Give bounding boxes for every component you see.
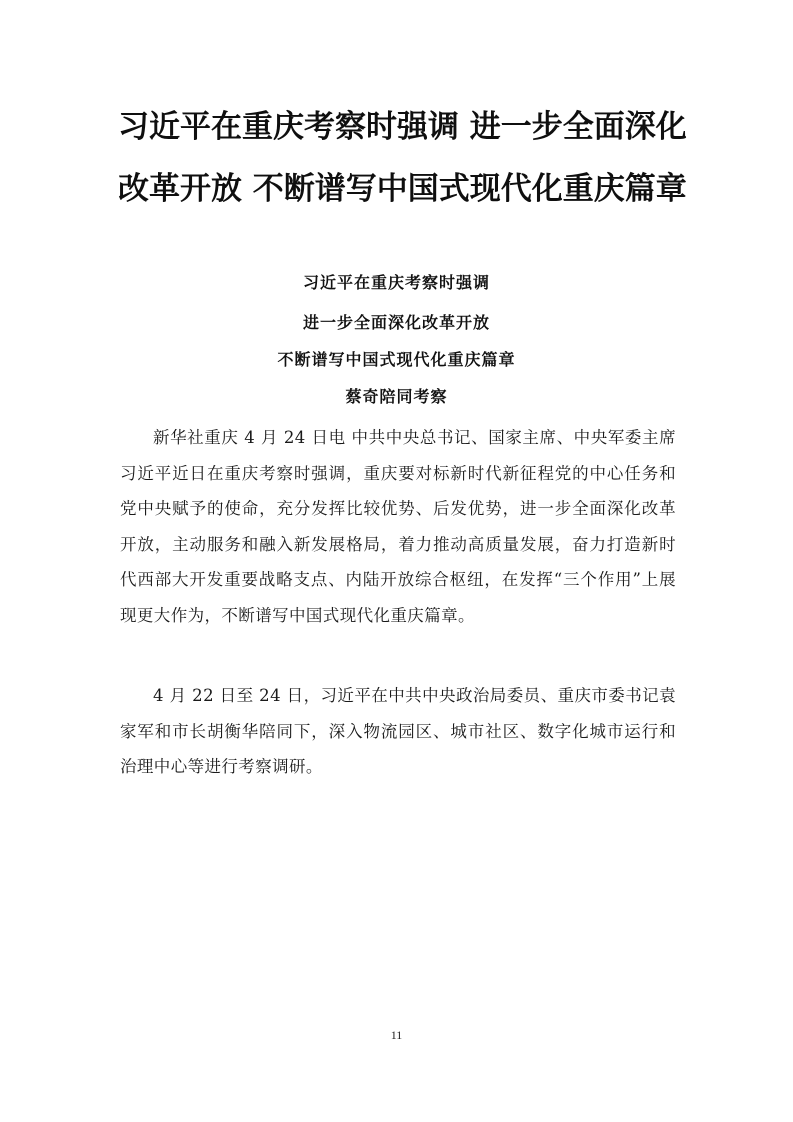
subtitle-line-4: 蔡奇陪同考察: [345, 387, 448, 406]
body-paragraph-2: 4 月 22 日至 24 日，习近平在中共中央政治局委员、重庆市委书记袁家军和市长胡衡华陪同下，深入物流园区、城市社区、数字化城市运行和治理中心等进行考察调研。: [120, 686, 676, 776]
subtitle-line-1: 习近平在重庆考察时强调: [302, 273, 490, 292]
body-paragraph-1: 新华社重庆 4 月 24 日电 中共中央总书记、国家主席、中央军委主席习近平近日在重庆考察时强调，重庆要对标新时代新征程党的中心任务和党中央赋予的使命，充分发挥比较优势、后发优势，进一步全面深化改革开放，主动服务和融入新发展格局，着力推动高质量发展，奋力打造新时代西部大开发重要战略支点、内陆开放综合枢纽，在发挥“三个作用”上展现更大作为，不断谱写中国式现代化重庆篇章。: [120, 428, 676, 625]
subtitle-line-2: 进一步全面深化改革开放: [302, 313, 490, 332]
subtitle-line-3: 不断谱写中国式现代化重庆篇章: [277, 350, 516, 369]
headline-line-2: 改革开放 不断谱写中国式现代化重庆篇章: [118, 171, 687, 207]
headline-line-1: 习近平在重庆考察时强调 进一步全面深化: [118, 109, 687, 145]
page-number: 11: [390, 1028, 403, 1042]
